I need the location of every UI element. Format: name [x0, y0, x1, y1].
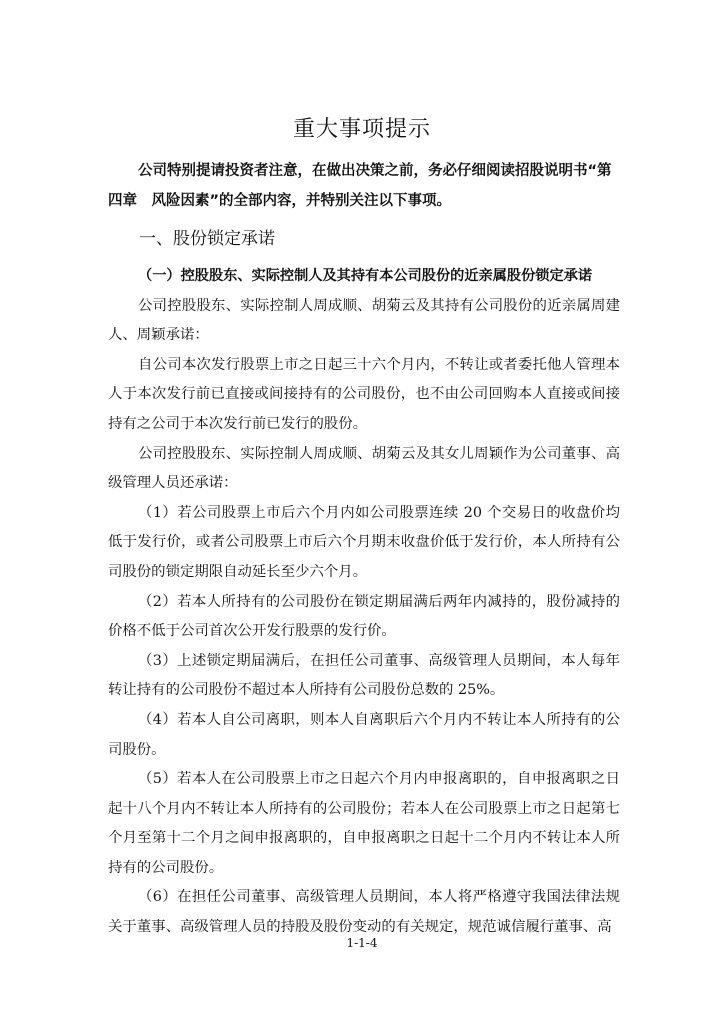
paragraph-commitment-parties: 公司控股股东、实际控制人周成顺、胡菊云及其持有公司股份的近亲属周建人、周颖承诺： [108, 297, 620, 344]
subsection-heading: （一）控股股东、实际控制人及其持有本公司股份的近亲属股份锁定承诺 [138, 268, 593, 284]
paragraph-clause-2: （2）若本人所持有的公司股份在锁定期届满后两年内减持的，股份减持的价格不低于公司首次公开发行股票的发行价。 [108, 593, 620, 640]
paragraph-director-commitment: 公司控股股东、实际控制人周成顺、胡菊云及其女儿周颖作为公司董事、高级管理人员还承诺： [108, 445, 620, 492]
investor-notice: 公司特别提请投资者注意，在做出决策之前，务必仔细阅读招股说明书“第四章 风险因素”的全部内容，并特别关注以下事项。 [108, 163, 612, 209]
section-heading: 一、股份锁定承诺 [139, 229, 275, 249]
page-number: 1-1-4 [346, 936, 378, 950]
paragraph-clause-1: （1）若公司股票上市后六个月内如公司股票连续 20 个交易日的收盘价均低于发行价，或者公司股票上市后六个月期末收盘价低于发行价，本人所持有公司股份的锁定期限自动延长至少六个月。 [108, 504, 620, 580]
body-text [108, 262, 620, 943]
paragraph-clause-4: （4）若本人自公司离职，则本人自离职后六个月内不转让本人所持有的公司股份。 [108, 711, 620, 758]
paragraph-clause-5: （5）若本人在公司股票上市之日起六个月内申报离职的，自申报离职之日起十八个月内不转让本人所持有的公司股份；若本人在公司股票上市之日起第七个月至第十二个月之间申报离职的，自申报离职之日起十二个月内不转让本人所持有的公司股份。 [108, 771, 620, 876]
page-title: 重大事项提示 [292, 117, 431, 142]
paragraph-clause-6: （6）在担任公司董事、高级管理人员期间，本人将严格遵守我国法律法规关于董事、高级管理人员的持股及股份变动的有关规定，规范诚信履行董事、高 [108, 889, 620, 936]
paragraph-lockup-36-months: 自公司本次发行股票上市之日起三十六个月内，不转让或者委托他人管理本人于本次发行前已直接或间接持有的公司股份，也不由公司回购本人直接或间接持有之公司于本次发行前已发行的股份。 [108, 356, 620, 432]
paragraph-clause-3: （3）上述锁定期届满后，在担任公司董事、高级管理人员期间，本人每年转让持有的公司股份不超过本人所持有公司股份总数的 25%。 [108, 652, 620, 699]
